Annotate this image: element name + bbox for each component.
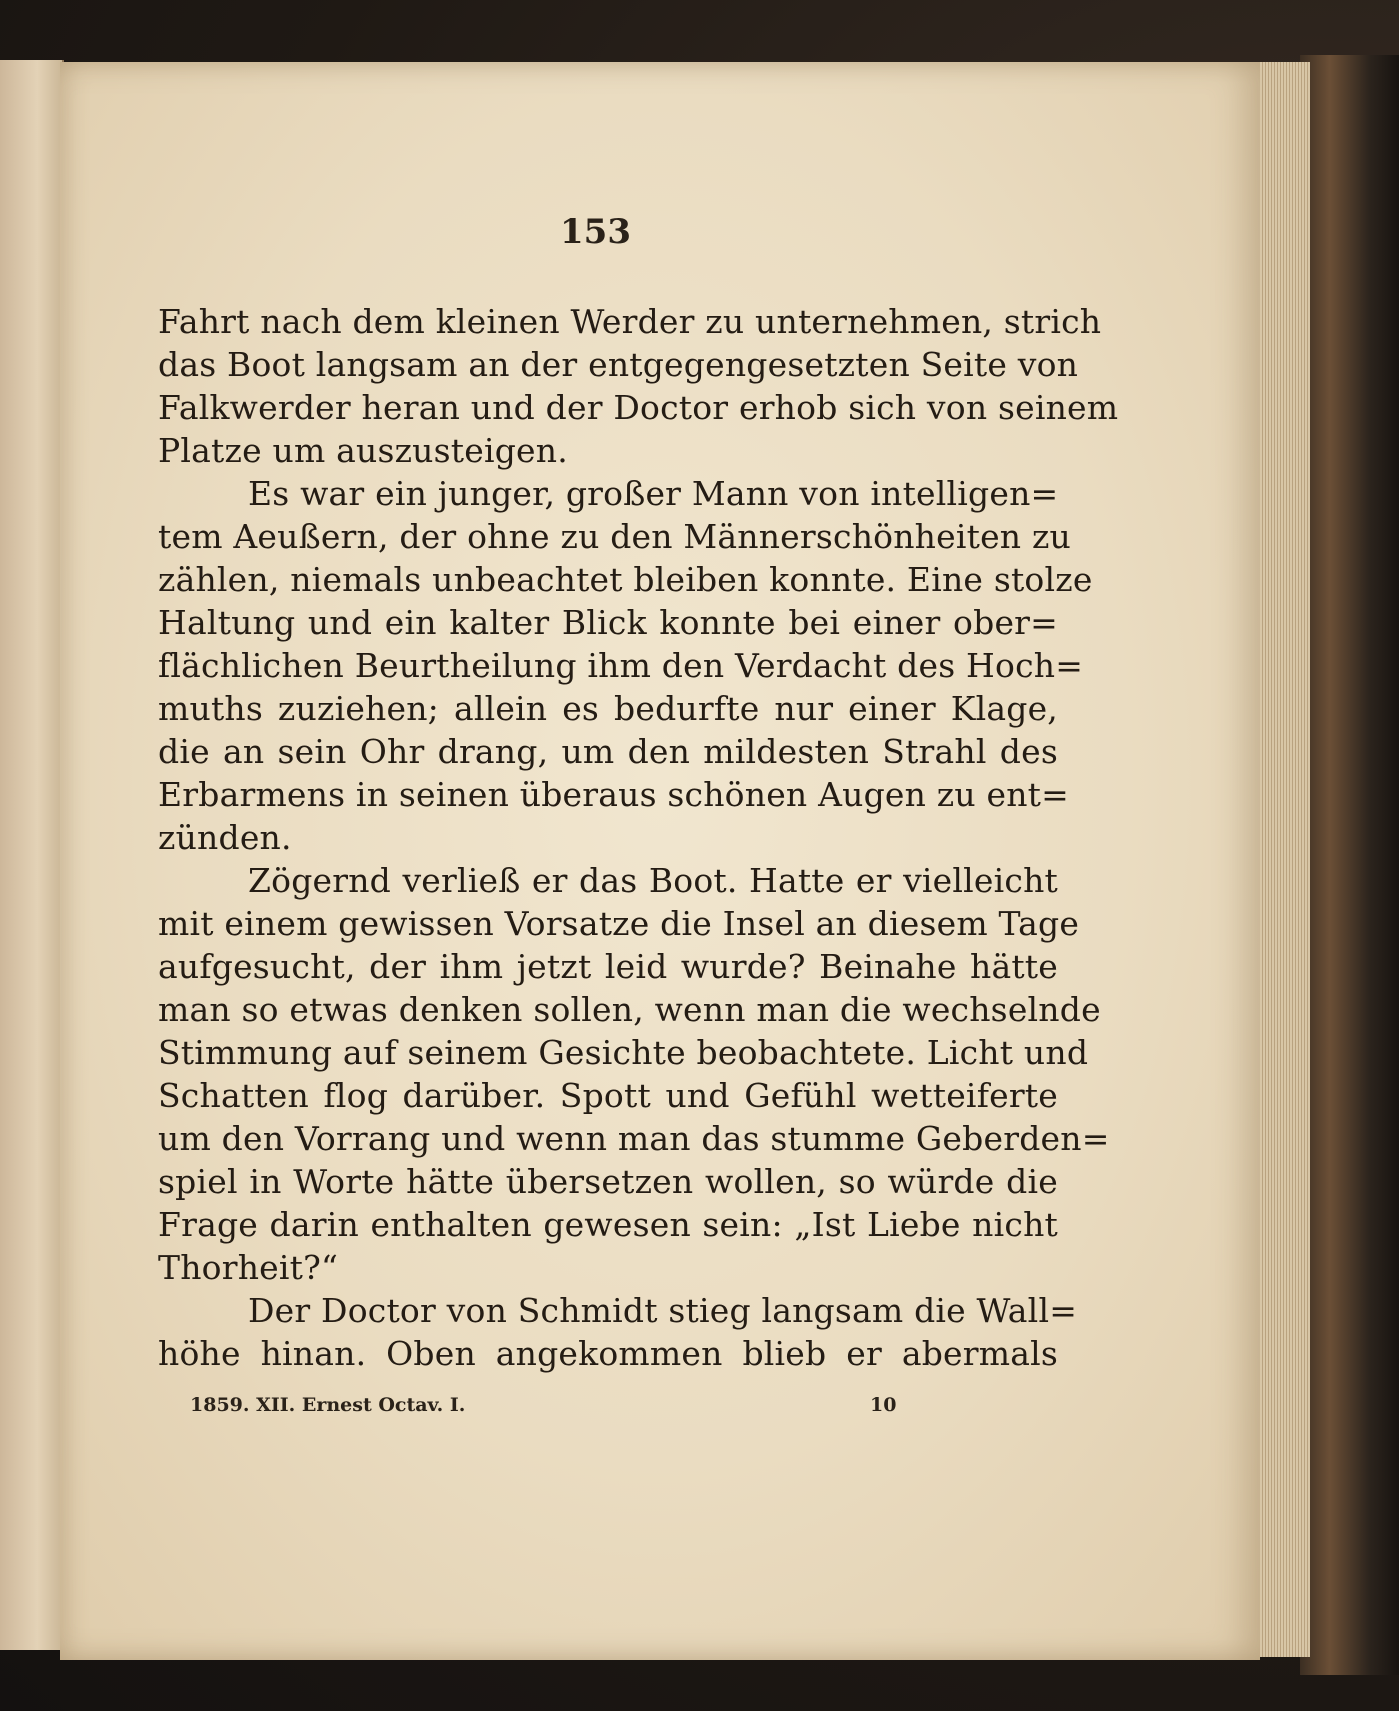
sheet-number: 10 [870, 1394, 897, 1416]
text-line: Stimmung auf seinem Gesichte beobachtete. Licht und [158, 1033, 1089, 1072]
text-line: muths zuziehen; allein es bedurfte nur einer Klage, [158, 689, 1058, 728]
text-line: um den Vorrang und wenn man das stumme Geberden= [158, 1119, 1110, 1158]
book-cover-edge [1300, 55, 1399, 1675]
text-line: zählen, niemals unbeachtet bleiben konnte. Eine stolze [158, 560, 1093, 599]
text-line: Der Doctor von Schmidt stieg langsam die Wall= [248, 1291, 1078, 1330]
page-number: 153 [560, 212, 631, 252]
text-line: aufgesucht, der ihm jetzt leid wurde? Beinahe hätte [158, 947, 1058, 986]
text-line: mit einem gewissen Vorsatze die Insel an diesem Tage [158, 904, 1080, 943]
text-line: Schatten flog darüber. Spott und Gefühl wetteiferte [158, 1076, 1058, 1115]
text-line: tem Aeußern, der ohne zu den Männerschönheiten zu [158, 517, 1071, 556]
text-line: Fahrt nach dem kleinen Werder zu unternehmen, strich [158, 302, 1102, 341]
text-line: Zögernd verließ er das Boot. Hatte er vielleicht [248, 861, 1058, 900]
text-line: die an sein Ohr drang, um den mildesten Strahl des [158, 732, 1058, 771]
text-line: höhe hinan. Oben angekommen blieb er abermals [158, 1334, 1058, 1373]
text-line: flächlichen Beurtheilung ihm den Verdacht des Hoch= [158, 646, 1084, 685]
body-text [158, 300, 1119, 1375]
signature-mark: 1859. XII. Ernest Octav. I. [190, 1394, 466, 1416]
text-line: Es war ein junger, großer Mann von intelligen= [248, 474, 1059, 513]
facing-page-edge [0, 60, 64, 1650]
text-line: Erbarmens in seinen überaus schönen Augen zu ent= [158, 775, 1069, 814]
text-line: Thorheit?“ [158, 1248, 339, 1287]
text-line: Platze um auszusteigen. [158, 431, 568, 470]
text-line: zünden. [158, 818, 292, 857]
page-footer [190, 1394, 910, 1424]
text-line: man so etwas denken sollen, wenn man die wechselnde [158, 990, 1101, 1029]
text-line: Haltung und ein kalter Blick konnte bei einer ober= [158, 603, 1058, 642]
text-line: spiel in Worte hätte übersetzen wollen, so würde die [158, 1162, 1058, 1201]
text-line: das Boot langsam an der entgegengesetzten Seite von [158, 345, 1079, 384]
text-line: Frage darin enthalten gewesen sein: „Ist Liebe nicht [158, 1205, 1058, 1244]
page-stack-edge [1258, 62, 1310, 1657]
text-line: Falkwerder heran und der Doctor erhob sich von seinem [158, 388, 1119, 427]
